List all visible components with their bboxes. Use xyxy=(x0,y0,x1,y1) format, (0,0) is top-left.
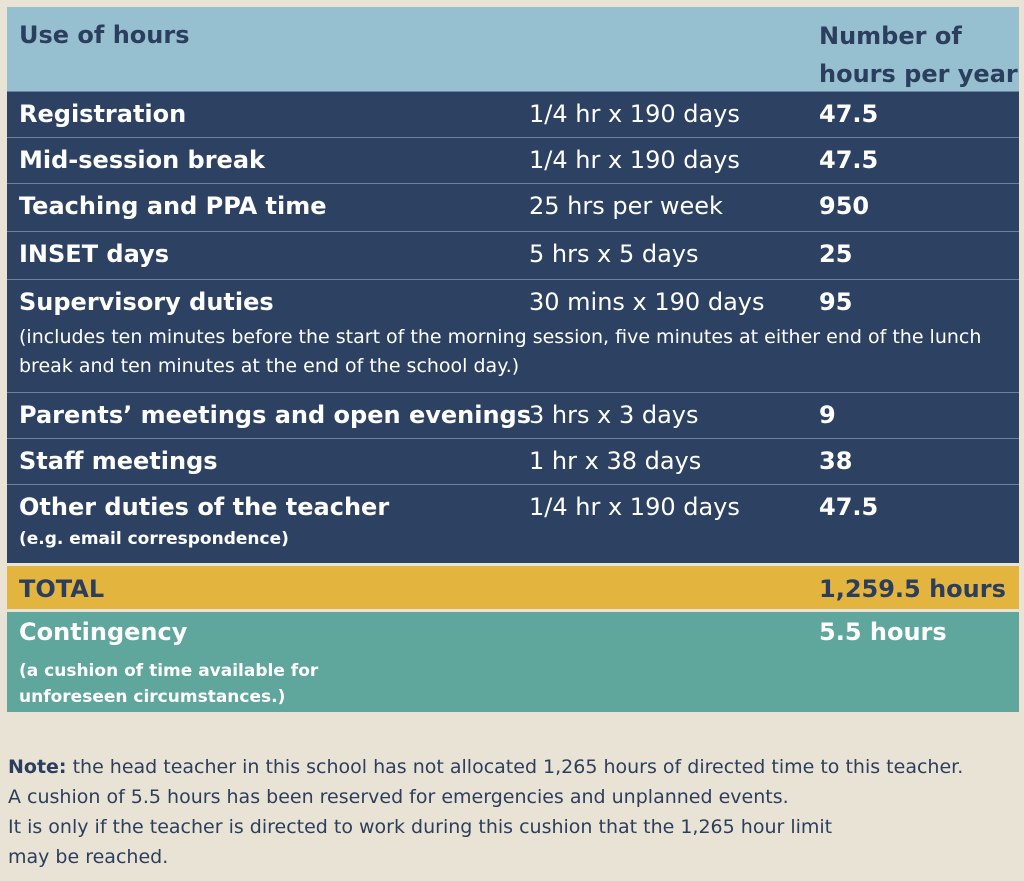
contingency-note: (a cushion of time available for unforeseen circumstances.) xyxy=(19,661,319,707)
row-calculation: 5 hrs x 5 days xyxy=(529,240,699,268)
table-row xyxy=(7,484,1019,563)
row-hours: 47.5 xyxy=(819,146,879,174)
row-hours: 47.5 xyxy=(819,100,879,128)
row-note: (e.g. email correspondence) xyxy=(19,529,289,549)
table-header xyxy=(7,7,1019,91)
footnote-line-2: A cushion of 5.5 hours has been reserved for emergencies and unplanned events. xyxy=(8,786,789,808)
row-calculation: 25 hrs per week xyxy=(529,192,723,220)
table-row xyxy=(7,392,1019,438)
table-row xyxy=(7,279,1019,392)
total-label: TOTAL xyxy=(19,575,105,603)
footnote-line-4: may be reached. xyxy=(8,846,169,868)
row-label: Supervisory duties xyxy=(19,288,274,316)
table-row xyxy=(7,91,1019,137)
row-label: Parents’ meetings and open evenings xyxy=(19,401,532,429)
contingency-label: Contingency xyxy=(19,618,188,646)
header-hours-per-year: Number of hours per year xyxy=(819,22,1018,88)
row-label: Staff meetings xyxy=(19,447,218,475)
footnote xyxy=(8,752,1018,872)
directed-time-table xyxy=(7,7,1019,712)
header-use-of-hours: Use of hours xyxy=(19,21,190,49)
row-hours: 9 xyxy=(819,401,836,429)
row-label: Other duties of the teacher xyxy=(19,493,390,521)
row-calculation: 1/4 hr x 190 days xyxy=(529,146,740,174)
table-row xyxy=(7,183,1019,231)
table-row xyxy=(7,231,1019,279)
footnote-line-3: It is only if the teacher is directed to work during this cushion that the 1,265 hour limit xyxy=(8,816,833,838)
total-row xyxy=(7,563,1019,609)
table-row xyxy=(7,137,1019,183)
row-calculation: 3 hrs x 3 days xyxy=(529,401,699,429)
total-hours: 1,259.5 hours xyxy=(819,575,1006,603)
contingency-row xyxy=(7,609,1019,712)
contingency-hours: 5.5 hours xyxy=(819,618,947,646)
row-label: Teaching and PPA time xyxy=(19,192,327,220)
footnote-line-1 xyxy=(8,752,1018,782)
row-label: INSET days xyxy=(19,240,169,268)
row-hours: 95 xyxy=(819,288,853,316)
row-hours: 25 xyxy=(819,240,853,268)
row-calculation: 1/4 hr x 190 days xyxy=(529,100,740,128)
table-row xyxy=(7,438,1019,484)
row-calculation: 1 hr x 38 days xyxy=(529,447,702,475)
row-note: (includes ten minutes before the start of the morning session, five minutes at either end of the lunch break and ten minutes at the end of the school day.) xyxy=(19,326,982,377)
footnote-label: Note: xyxy=(8,756,67,778)
row-label: Registration xyxy=(19,100,187,128)
row-label: Mid-session break xyxy=(19,146,265,174)
row-hours: 38 xyxy=(819,447,853,475)
row-hours: 950 xyxy=(819,192,870,220)
row-calculation: 1/4 hr x 190 days xyxy=(529,493,740,521)
row-hours: 47.5 xyxy=(819,493,879,521)
row-calculation: 30 mins x 190 days xyxy=(529,288,765,316)
footnote-text: the head teacher in this school has not allocated 1,265 hours of directed time to this teacher. xyxy=(72,756,964,778)
